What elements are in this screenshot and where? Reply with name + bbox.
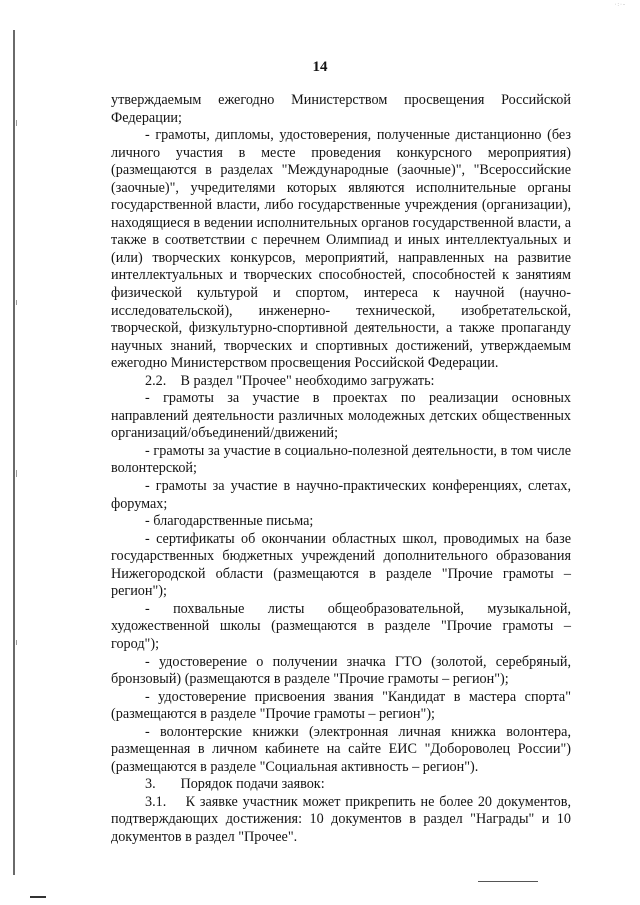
- page-number: 14: [312, 59, 328, 75]
- list-item-merit-sheets: - похвальные листы общеобразовательной, музыкальной, художественной школы (размещаются в разделе "Прочие грамоты – город");: [111, 600, 571, 652]
- scan-foot-mark: [30, 896, 46, 898]
- list-item-regional-schools: - сертификаты об окончании областных школ, проводимых на базе государственных бюджетных учреждений дополнительного образования Нижегородской области (размещаются в разделе "Прочие грамоты – регион");: [111, 530, 571, 600]
- list-item-conferences: - грамоты за участие в научно-практических конференциях, слетах, форумах;: [111, 478, 571, 512]
- scan-speck: [16, 640, 17, 645]
- list-item-gto-badge: - удостоверение о получении значка ГТО (золотой, серебряный, бронзовый) (размещаются в разделе "Прочие грамоты – регион");: [111, 653, 571, 688]
- scan-speck: [16, 120, 17, 126]
- list-item-remote-certificates: - грамоты, дипломы, удостоверения, полученные дистанционно (без личного участия в месте проведения конкурсного мероприятия) (размещаются в разделах "Международные (заочные)", "Всероссийские (заочные)", учредителями которых являются исполнительные органы государственной власти, либо государственные учреждения (организации), находящиеся в ведении исполнительных органов государственной власти, а также в соответствии с перечнем Олимпиад и иных интеллектуальных и (или) творческих конкурсов, мероприятий, направленных на развитие интеллектуальных и творческих способностей, способностей к занятиям физической культурой и спортом, интереса к научной (научно-исследовательской), инженерно- технической, изобретательской, творческой, физкультурно-спортивной деятельности, а также пропаганду научных знаний, творческих и спортивных достижений, утверждаемым ежегодно Министерством просвещения Российской Федерации.: [111, 127, 571, 372]
- scan-speck: [16, 470, 17, 477]
- list-item-youth-projects: - грамоты за участие в проектах по реализации основных направлений деятельности различных молодежных детских общественных организаций/объединений/движений;: [111, 390, 571, 442]
- paragraph-continuation: утверждаемым ежегодно Министерством просвещения Российской Федерации;: [111, 92, 571, 126]
- document-body: [111, 92, 571, 847]
- section-2-2-heading: 2.2. В раздел "Прочее" необходимо загружать:: [145, 372, 435, 389]
- section-3-heading: 3. Порядок подачи заявок:: [145, 776, 325, 793]
- scan-margin-line: [13, 30, 15, 875]
- scan-bottom-mark: [478, 881, 538, 882]
- list-item-social-activity: - грамоты за участие в социально-полезной деятельности, в том числе волонтерской;: [111, 442, 571, 477]
- list-item-thank-you-letters: - благодарственные письма;: [145, 513, 314, 530]
- list-item-sports-title: - удостоверение присвоения звания "Кандидат в мастера спорта" (размещаются в разделе "Прочие грамоты – регион");: [111, 688, 571, 723]
- section-3-1-text: 3.1. К заявке участник может прикрепить не более 20 документов, подтверждающих достижения: 10 документов в раздел "Награды" и 10 документов в раздел "Прочее".: [111, 793, 571, 845]
- list-item-volunteer-books: - волонтерские книжки (электронная личная книжка волонтера, размещенная в личном кабинете на сайте ЕИС "Добороволец России") (размещаются в разделе "Социальная активность – регион").: [111, 723, 571, 775]
- corner-mark: ·:·-: [614, 2, 626, 8]
- scan-speck: [16, 300, 17, 305]
